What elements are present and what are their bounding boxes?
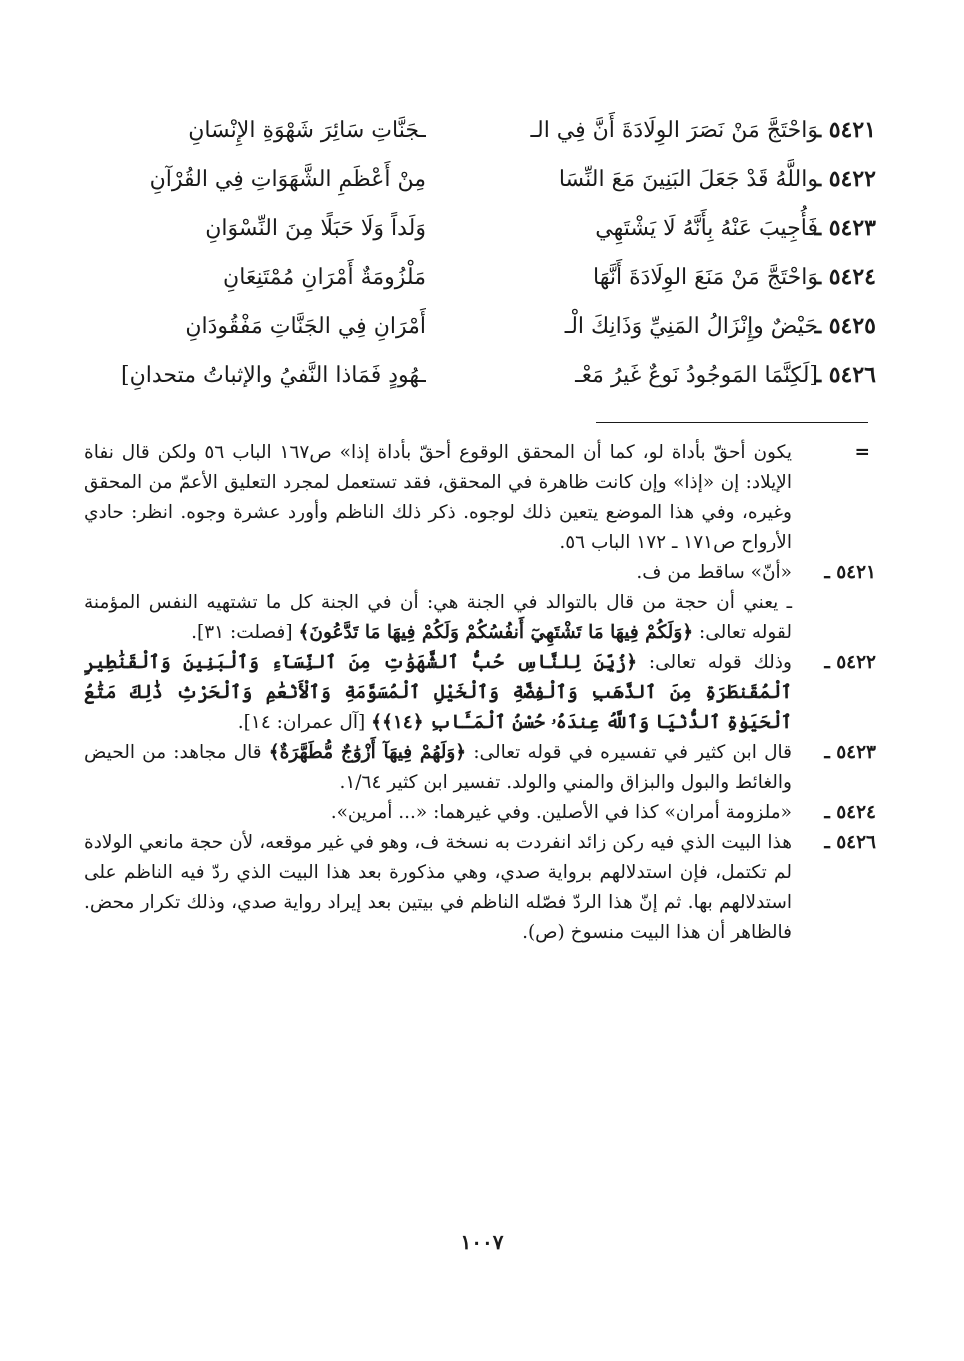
quran-quote: ﴿زُيِّنَ لِلنَّاسِ حُبُّ ٱلشَّهَوَٰتِ مِنَ ٱلنِّسَآءِ وَٱلْبَنِينَ وَٱلْقَنَٰطِيرِ ٱلْمُقَنطَرَةِ مِنَ ٱلذَّهَبِ وَٱلْفِضَّةِ وَٱلْخَيْلِ ٱلْمُسَوَّمَةِ وَٱلْأَنْعَٰمِ وَٱلْحَرْثِ ذَٰلِكَ مَتَٰعُ ٱلْحَيَوٰةِ ٱلدُّنْيَا وَٱللَّهُ عِندَهُۥ حُسْنُ ٱلْمَـَٔابِ ﴿١٤﴾﴾ (84, 652, 792, 733)
verse-row (86, 302, 876, 351)
verse-row (86, 106, 876, 155)
footnote-text: قال ابن كثير في تفسيره في قوله تعالى: (473, 742, 792, 763)
quran-quote: ﴿وَلَكُمْ فِيهَا مَا تَشْتَهِيٓ أَنفُسُكُمْ وَلَكُمْ فِيهَا مَا تَدَّعُونَ﴾ (298, 622, 694, 643)
footnote-continuation-mark: = (854, 442, 870, 463)
footnotes (84, 438, 876, 948)
quran-reference: [آل عمران: ١٤]. (237, 712, 366, 733)
footnote-text: هذا البيت الذي فيه ركن زائد انفردت به نسخة ف، وهو في غير موقعه، لأن حجة مانعي الولادة لم تكتمل، فإن استدلالهم برواية صدي، وهي مذكورة بعد هذا البيت الذي ردّ فيه الناظم على استدلالهم بها. ثم إنّ هذا الردّ فصّله الناظم في بيتين بعد إيراد رواية صدي، وذلك تكرار محض. فالظاهر أن هذا البيت منسوخ (ص). (84, 832, 792, 943)
footnote-text: «أنّ» ساقط من ف. (636, 562, 792, 583)
verse-second-hemistich: وَلَداً وَلَا حَبَلًا مِنَ النِّسْوَانِ (205, 216, 426, 241)
verse-number: ٥٤٢٤ ـ (814, 264, 876, 290)
quran-reference: [فصلت: ٣١]. (191, 622, 293, 643)
verse-second-hemistich: ـجَنَّاتِ سَائِرَ شَهْوَةِ الإِنْسَانِ (188, 118, 426, 143)
verse-first-hemistich: واللَّهُ قَدْ جَعَلَ البَنِينَ مَعَ النِّسَا (558, 167, 818, 192)
verse-second-hemistich: مَلْزُومَةٌ أَمْرَانِ مُمْتَنِعَانِ (223, 265, 426, 290)
verse-second-hemistich: مِنْ أَعْظَمِ الشَّهَوَاتِ فِي القُرْآنِ (149, 167, 426, 192)
footnote-text: ـ يعني أن حجة من قال بالتوالد في الجنة هي: أن في الجنة كل ما تشتهيه النفس المؤمنة لقوله تعالى: (84, 592, 792, 643)
footnote-separator (596, 422, 868, 423)
verse-row (86, 204, 876, 253)
footnote-text: يكون أحقّ بأداة لو، كما أن المحقق الوقوع أحقّ بأداة إذا» ص١٦٧ الباب ٥٦ ولكن قال نفاة الإيلاد: إن «إذا» وإن كانت ظاهرة في المحقق، فقد تستعمل لمجرد التعليق الأعمّ من المحقق وغيره، وفي هذا الموضع يتعين ذلك لوجوه. ذكر ذلك الناظم وأورد عشرة وجوه. انظر: حادي الأرواح ص١٧١ ـ ١٧٢ الباب ٥٦. (84, 442, 792, 553)
verse-first-hemistich: فَأُجِيبَ عَنْهُ بِأَنَّهُ لَا يَشْتَهِي (595, 216, 818, 241)
verse-row (86, 253, 876, 302)
footnote (84, 648, 876, 738)
verse-number: ٥٤٢٥ ـ (814, 313, 876, 339)
footnote (84, 798, 876, 828)
verse-first-hemistich: وَاحْتَجَّ مَنْ مَنَعَ الوِلَادَةَ أَنَّهَا (593, 265, 818, 290)
footnote-number: ٥٤٢٤ ـ (824, 802, 876, 823)
verse-number: ٥٤٢٦ ـ (814, 362, 876, 388)
footnote (84, 828, 876, 948)
footnote (84, 588, 876, 648)
footnote-text: وذلك قوله تعالى: (648, 652, 792, 673)
verse-number: ٥٤٢٣ ـ (814, 215, 876, 241)
footnote-number: ٥٤٢٣ ـ (824, 742, 876, 763)
footnote (84, 438, 876, 558)
footnote-number: ٥٤٢٢ ـ (824, 652, 876, 673)
verse-first-hemistich: [لَكِنَّمَا المَوجُودُ نَوعٌ غَيرُ مَعْـ (575, 363, 818, 388)
verse-second-hemistich: أَمْرَانِ فِي الجَنَّاتِ مَفْقُودَانِ (185, 314, 426, 339)
verse-row (86, 351, 876, 400)
footnote (84, 558, 876, 588)
verse-number: ٥٤٢٢ ـ (814, 166, 876, 192)
footnote-number: ٥٤٢١ ـ (824, 562, 876, 583)
verse-second-hemistich: ـهُودٍ فَمَاذا النَّفيُ والإثباتُ متحدانِ] (121, 363, 426, 388)
footnote (84, 738, 876, 798)
poem-verses (86, 106, 876, 400)
verse-row (86, 155, 876, 204)
verse-first-hemistich: حَيْضٌ وإِنْزَالُ المَنِيِّ وَذَانِكَ الْـ (564, 314, 818, 339)
footnote-text: «ملزومة أمران» كذا في الأصلين. وفي غيرهما: «... أمرين». (330, 802, 792, 823)
verse-first-hemistich: وَاحْتَجَّ مَنْ نَصَرَ الوِلَادَةَ أَنَّ فِي الـ (530, 118, 818, 143)
footnote-number: ٥٤٢٦ ـ (824, 832, 876, 853)
page-number: ١٠٠٧ (460, 1230, 504, 1254)
footnote-text-continued: قال مجاهد: من الحيض والغائط والبول والبزاق والمني والولد. تفسير ابن كثير ١/٦٤. (84, 742, 792, 793)
quran-quote: ﴿وَلَهُمْ فِيهَآ أَزْوَٰجٌ مُّطَهَّرَةٌ﴾ (268, 742, 467, 763)
verse-number: ٥٤٢١ ـ (814, 117, 876, 143)
